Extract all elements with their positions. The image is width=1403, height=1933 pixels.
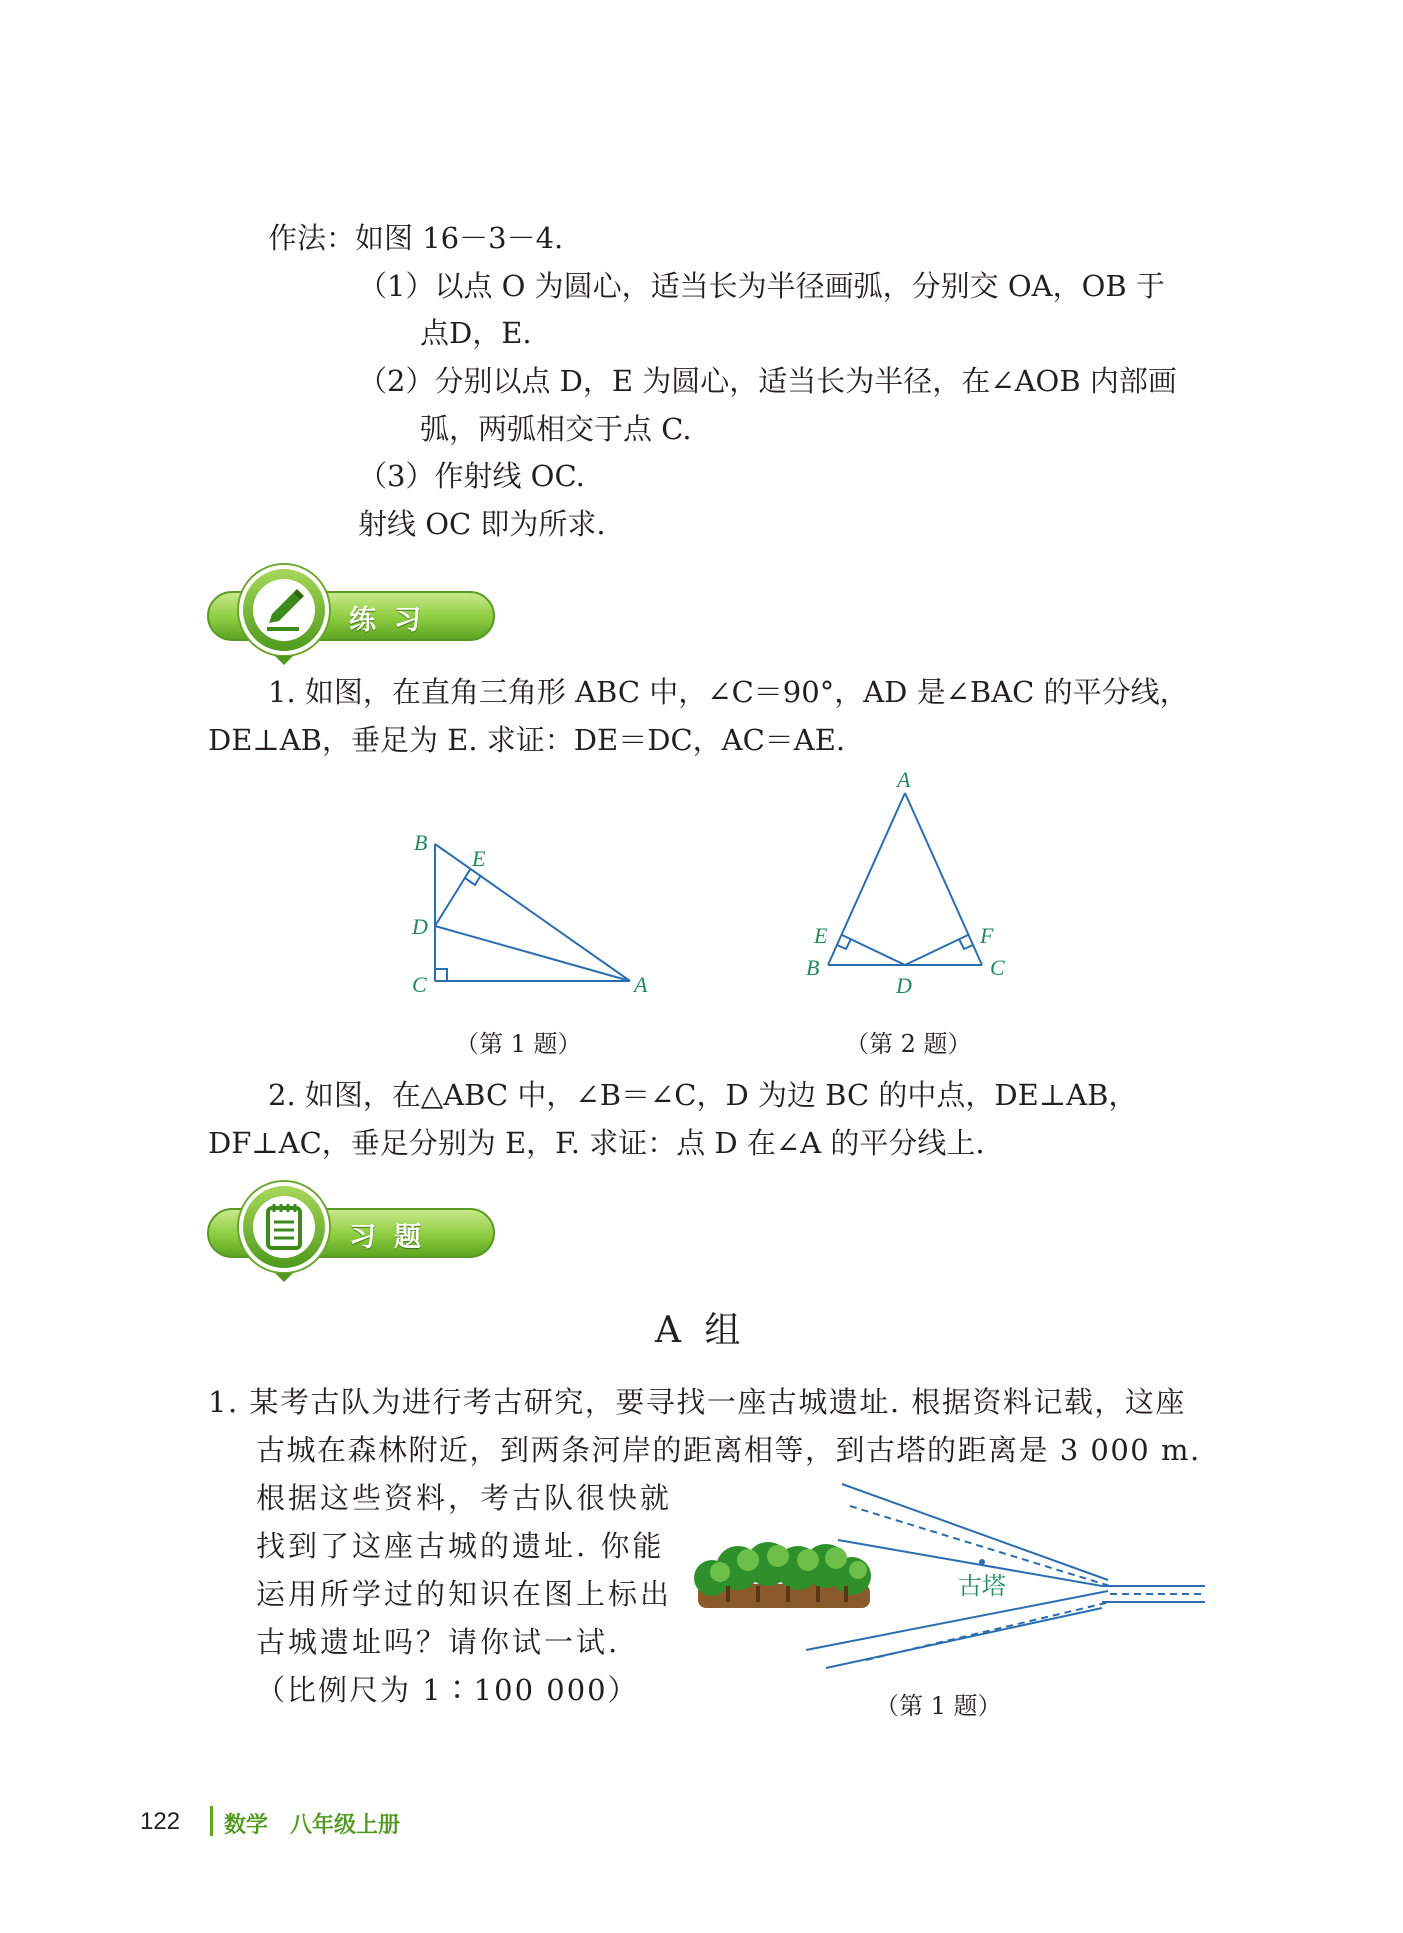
notepad-icon: [253, 1196, 315, 1258]
fig2-label-C: C: [990, 955, 1005, 980]
fig1-label-B: B: [414, 830, 428, 855]
practice-q2-line1: 2. 如图，在△ABC 中，∠B＝∠C，D 为边 BC 的中点，DE⊥AB，: [268, 1078, 1138, 1112]
fig2-label-D: D: [896, 973, 912, 998]
exercise-1-line2: 古城在森林附近，到两条河岸的距离相等，到古塔的距离是 3 000 m.: [256, 1433, 1201, 1467]
construction-step3: （3）作射线 OC.: [358, 459, 585, 493]
construction-step2-line1: （2）分别以点 D，E 为圆心，适当长为半径，在∠AOB 内部画: [358, 364, 1177, 398]
exercise-1-line6: 古城遗址吗？请你试一试.: [256, 1625, 621, 1659]
exercises-badge: [239, 1182, 329, 1272]
figure-2-caption: （第 2 题）: [845, 1030, 972, 1058]
fig2-label-B: B: [806, 955, 820, 980]
fig2-label-E: E: [814, 923, 828, 948]
construction-result: 射线 OC 即为所求.: [358, 507, 606, 541]
exercises-banner: [207, 1182, 497, 1292]
practice-badge-inner: [253, 579, 315, 641]
exercises-title: 习题: [349, 1222, 439, 1253]
construction-intro: 作法：如图 16－3－4.: [268, 221, 564, 255]
practice-q1-line1: 1. 如图，在直角三角形 ABC 中，∠C＝90°，AD 是∠BAC 的平分线，: [268, 675, 1189, 709]
fig1-label-E: E: [472, 846, 486, 871]
exercise-1-line1: 1. 某考古队为进行考古研究，要寻找一座古城遗址. 根据资料记载，这座: [208, 1385, 1186, 1419]
book-title: 数学 八年级上册: [224, 1813, 401, 1838]
pagoda-label: 古塔: [958, 1572, 1006, 1600]
figure-1-caption: （第 1 题）: [455, 1030, 582, 1058]
figure-2-isosceles-triangle: [790, 765, 1030, 1000]
forest-illustration: [694, 1542, 871, 1608]
fig2-label-F: F: [980, 923, 994, 948]
pagoda-marker: [979, 1559, 985, 1565]
exercise-1-line7: （比例尺为 1∶100 000）: [256, 1673, 639, 1707]
construction-step1-line2: 点D，E.: [420, 316, 532, 350]
exercises-badge-inner: [253, 1196, 315, 1258]
map-caption: （第 1 题）: [875, 1692, 1002, 1720]
exercise-1-line4: 找到了这座古城的遗址. 你能: [256, 1529, 665, 1563]
exercise-1-line5: 运用所学过的知识在图上标出: [256, 1577, 673, 1611]
practice-q1-line2: DE⊥AB，垂足为 E. 求证：DE＝DC，AC＝AE.: [208, 723, 846, 757]
figure-1-right-triangle: [400, 830, 670, 1010]
fig1-label-C: C: [412, 972, 427, 997]
page-number: 122: [140, 1808, 181, 1835]
fig2-label-A: A: [897, 767, 911, 792]
practice-badge: [239, 565, 329, 655]
practice-title: 练习: [349, 605, 439, 636]
practice-banner: [207, 565, 497, 675]
construction-step2-line2: 弧，两弧相交于点 C.: [420, 412, 692, 446]
exercises-banner-pointer: [275, 1273, 293, 1282]
practice-banner-pointer: [275, 656, 293, 665]
pencil-icon: [253, 579, 315, 641]
fig1-label-D: D: [412, 914, 428, 939]
construction-step1-line1: （1）以点 O 为圆心，适当长为半径画弧，分别交 OA，OB 于: [358, 269, 1165, 303]
footer-divider: [210, 1806, 213, 1836]
practice-q2-line2: DF⊥AC，垂足分别为 E，F. 求证：点 D 在∠A 的平分线上.: [208, 1126, 985, 1160]
exercise-1-line3: 根据这些资料，考古队很快就: [256, 1481, 673, 1515]
fig1-label-A: A: [634, 972, 648, 997]
map-figure: [690, 1468, 1210, 1678]
group-heading: A 组: [655, 1310, 747, 1351]
